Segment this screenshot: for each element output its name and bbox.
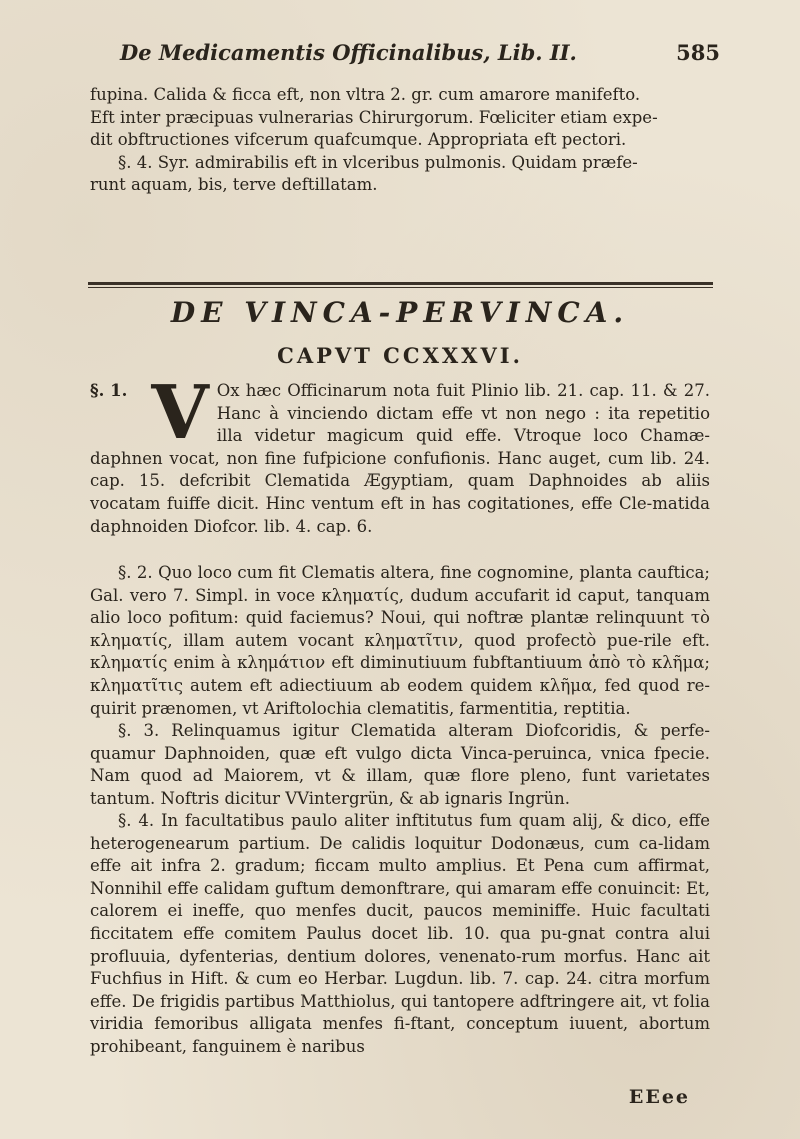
text-line: Eft inter præcipuas vulnerarias Chirurgorum. Fœliciter etiam expe-: [90, 107, 658, 127]
paragraph-text: §. 2. Quo loco cum fit Clematis altera, fine cognomine, planta cauftica; Gal. vero 7. Simpl. in voce κληματίς, dudum accufarit id caput, tanquam alio loco pofitum: quid faciemus? Noui, qui noftræ plantæ relinquunt τὸ κληματίς, illam autem vocant κληματῖτιν, quod profectò pue-rile eft. κληματίς enim à κλημάτιον eft diminutiuum fubftantiuum ἀπὸ τὸ κλῆμα; κληματῖτις autem eft adiectiuum ab eodem quidem κλῆμα, fed quod re-quirit prænomen, vt Ariftolochia clematitis, farmentitia, reptitia.: [90, 563, 710, 718]
section-divider: [88, 282, 713, 288]
chapter-heading: CAPVT CCXXXVI.: [277, 343, 523, 368]
text-line: dit obftructiones vifcerum quafcumque. Appropriata eft pectori.: [90, 130, 627, 150]
running-head: [120, 40, 720, 74]
text-line: runt aquam, bis, terve deftillatam.: [90, 175, 378, 195]
catchword: EEee: [628, 1086, 690, 1108]
paragraph-2: [90, 562, 710, 720]
drop-cap: V: [151, 370, 209, 456]
top-text-block: [90, 84, 710, 197]
section-title: DE VINCA-PERVINCA.: [170, 296, 630, 329]
paragraph-1: [90, 370, 710, 538]
paragraph-text: §. 3. Relinquamus igitur Clematida alteram Diofcoridis, & perfe-quamur Daphnoiden, quæ eft vulgo dicta Vinca-peruinca, vnica fpecie. Nam quod ad Maiorem, vt & illam, quæ flore pleno, funt varietates tantum. Noftris dicitur VVintergrün, & ab ignaris Ingrün.: [90, 721, 710, 808]
paragraph-text: Ox hæc Officinarum nota fuit Plinio lib. 21. cap. 11. & 27. Hanc à vinciendo dictam effe vt non nego : ita repetitio illa videtur magicum quid effe. Vtroque loco Chamæ-daphnen vocat, non fine fufpicione confufionis. Hanc auget, cum lib. 24. cap. 15. defcribit Clematida Ægyptiam, quam Daphnoides ab aliis vocatam fuiffe dicit. Hinc ventum eft in has cogitationes, effe Cle-matida daphnoiden Diofcor. lib. 4. cap. 6.: [90, 381, 710, 536]
paragraph-text: §. 4. In facultatibus paulo aliter inftitutus fum quam alij, & dico, effe heterogenearum partium. De calidis loquitur Dodonæus, cum ca-lidam effe ait infra 2. gradum; ficcam multo amplius. Et Pena cum affirmat, Nonnihil effe calidam guftum demonftrare, qui amaram effe conuincit: Et, calorem ei ineffe, quo menfes ducit, paucos meminiffe. Huic facultati ficcitatem effe comitem Paulus docet lib. 10. qua pu-gnat contra alui profluuia, dyfenterias, dentium dolores, venenato-rum morfus. Hanc ait Fuchfius in Hift. & cum eo Herbar. Lugdun. lib. 7. cap. 24. citra morfum effe. De frigidis partibus Matthiolus, qui tantopere adftringere ait, vt folia viridia femoribus alligata menfes fi-ftant, conceptum iuuent, abortum prohibeant, fanguinem è naribus: [90, 811, 710, 1056]
text-line: §. 4. Syr. admirabilis eft in vlceribus pulmonis. Quidam præfe-: [118, 152, 638, 172]
section-mark: §. 1.: [90, 381, 128, 400]
page-number: 585: [676, 40, 720, 65]
text-line: fupina. Calida & ficca eft, non vltra 2. gr. cum amarore manifefto.: [90, 85, 641, 104]
running-title: De Medicamentis Officinalibus, Lib. II.: [120, 40, 577, 65]
paragraph-4: [90, 810, 710, 1059]
paragraph-3: [90, 720, 710, 810]
